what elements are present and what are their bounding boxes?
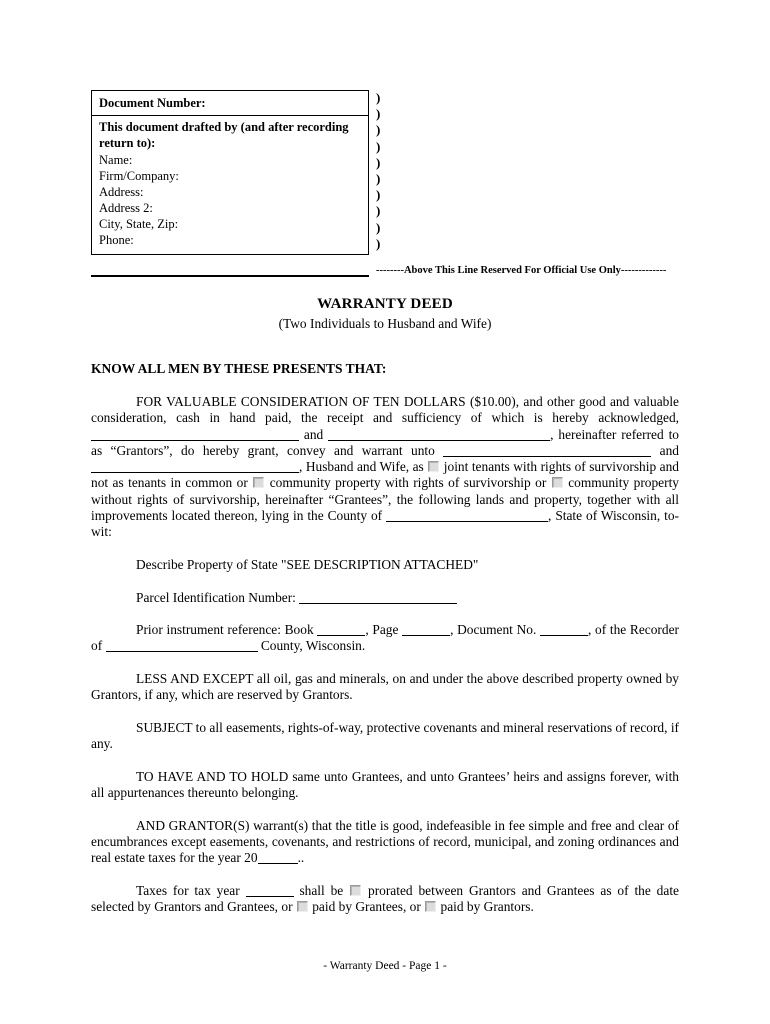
text-run: and [651,442,679,458]
recording-field-list [99,152,362,248]
box-field-label: Address: [99,185,144,199]
text-run: , of the Recorder of [91,622,679,654]
text-run: FOR VALUABLE CONSIDERATION OF TEN DOLLARS ($10.00), and other good and valuable consideration, cash in hand paid, the receipt and sufficiency of which is hereby acknowledged, [91,394,679,426]
blank-field [91,430,299,441]
box-field-label: Name: [99,153,133,167]
text-run: .. [297,850,305,866]
checkbox[interactable] [297,901,308,912]
text-run: SUBJECT to all easements, rights-of-way, protective covenants and mineral reservations of record, if any. [91,719,679,752]
text-run: and [299,426,329,442]
text-run: paid by Grantees, or [308,899,425,915]
document-subtitle: (Two Individuals to Husband and Wife) [278,316,492,331]
text-run: prorated between Grantors and Grantees as of the date selected by Grantors and Grantees, or [91,882,679,915]
official-use-row [91,265,679,277]
title-block [91,296,679,332]
blank-field [258,853,298,864]
text-run: LESS AND EXCEPT all oil, gas and minerals, on and under the above described property owned by Grantors, if any, which are reserved by Grantors. [91,671,679,703]
text-run: , hereinafter referred to as “Grantors”, do hereby grant, convey and warrant unto [91,426,679,458]
drafted-by-section [92,116,368,254]
less-and-except-paragraph [91,671,679,704]
text-run: community property without rights of survivorship, hereinafter “Grantees”, the following lands and property, together with all improvements located thereon, lying in the County of [91,475,679,524]
box-field-label: Phone: [99,233,134,247]
document-title: WARRANTY DEED [317,296,453,312]
blank-field [317,625,365,636]
text-run: TO HAVE AND TO HOLD same unto Grantees, and unto Grantees’ heirs and assigns forever, with all appurtenances thereunto belonging. [91,768,679,801]
text-run: joint tenants with rights of survivorship and not as tenants in common or [91,459,680,491]
paren-mark: ) [376,122,381,138]
text-run: community property with rights of survivorship or [265,475,551,491]
blank-field [246,886,294,897]
blank-field [402,625,450,636]
blank-field [386,511,548,522]
consideration-paragraph [91,394,679,541]
parcel-id-paragraph [91,590,679,606]
blank-field [299,593,457,604]
paren-mark: ) [376,106,381,122]
paren-mark: ) [376,154,381,170]
text-run: , Husband and Wife, as [299,459,428,475]
paren-mark: ) [376,187,381,203]
paren-mark: ) [376,138,381,154]
blank-field [91,462,299,473]
blank-field [443,446,651,457]
paren-mark: ) [376,235,381,251]
paren-mark: ) [376,171,381,187]
drafted-by-label: This document drafted by (and after recording return to): [99,120,349,150]
page-footer: - Warranty Deed - Page 1 - [323,960,447,972]
checkbox[interactable] [350,885,361,896]
recording-info-box [91,90,369,255]
checkbox[interactable] [253,477,264,488]
box-field-label: City, State, Zip: [99,217,179,231]
checkbox[interactable] [425,901,436,912]
checkbox[interactable] [428,461,439,472]
text-run: shall be [293,882,350,898]
taxes-paragraph [91,883,679,916]
text-run: Describe Property of State "SEE DESCRIPTION ATTACHED" [136,556,479,572]
document-number-label: Document Number: [92,91,368,116]
paren-column [376,90,380,252]
prior-instrument-paragraph [91,622,679,655]
signature-rule-line [91,267,369,277]
blank-field [328,430,550,441]
grantor-warranty-paragraph [91,818,679,867]
paren-mark: ) [376,90,381,105]
text-run: Parcel Identification Number: [136,589,300,605]
describe-property-paragraph [91,557,679,573]
blank-field [540,625,588,636]
paren-mark: ) [376,203,381,219]
text-run: , Document No. [450,622,540,638]
subject-to-paragraph [91,720,679,753]
text-run: , Page [365,622,403,638]
to-have-and-to-hold-paragraph [91,769,679,802]
text-run: paid by Grantors. [437,899,534,915]
document-body [91,394,679,916]
text-run: Prior instrument reference: Book [136,622,318,638]
box-field-label: Firm/Company: [99,169,179,183]
text-run: County, Wisconsin. [257,638,366,654]
checkbox[interactable] [552,477,563,488]
text-run: AND GRANTOR(S) warrant(s) that the title is good, indefeasible in fee simple and free and clear of encumbrances except easements, covenants, and restrictions of record, municipal, and zoning ordinances and real estate taxes for the year 20 [91,817,679,866]
text-run: Taxes for tax year [136,882,246,898]
opening-heading: KNOW ALL MEN BY THESE PRESENTS THAT: [91,361,387,376]
text-run: , State of Wisconsin, to-wit: [91,508,679,540]
header-section [91,90,679,255]
paren-mark: ) [376,219,381,235]
box-field-label: Address 2: [99,201,153,215]
reserved-line-text: --------Above This Line Reserved For Official Use Only------------- [376,265,667,276]
blank-field [106,641,258,652]
page-content [91,90,679,932]
